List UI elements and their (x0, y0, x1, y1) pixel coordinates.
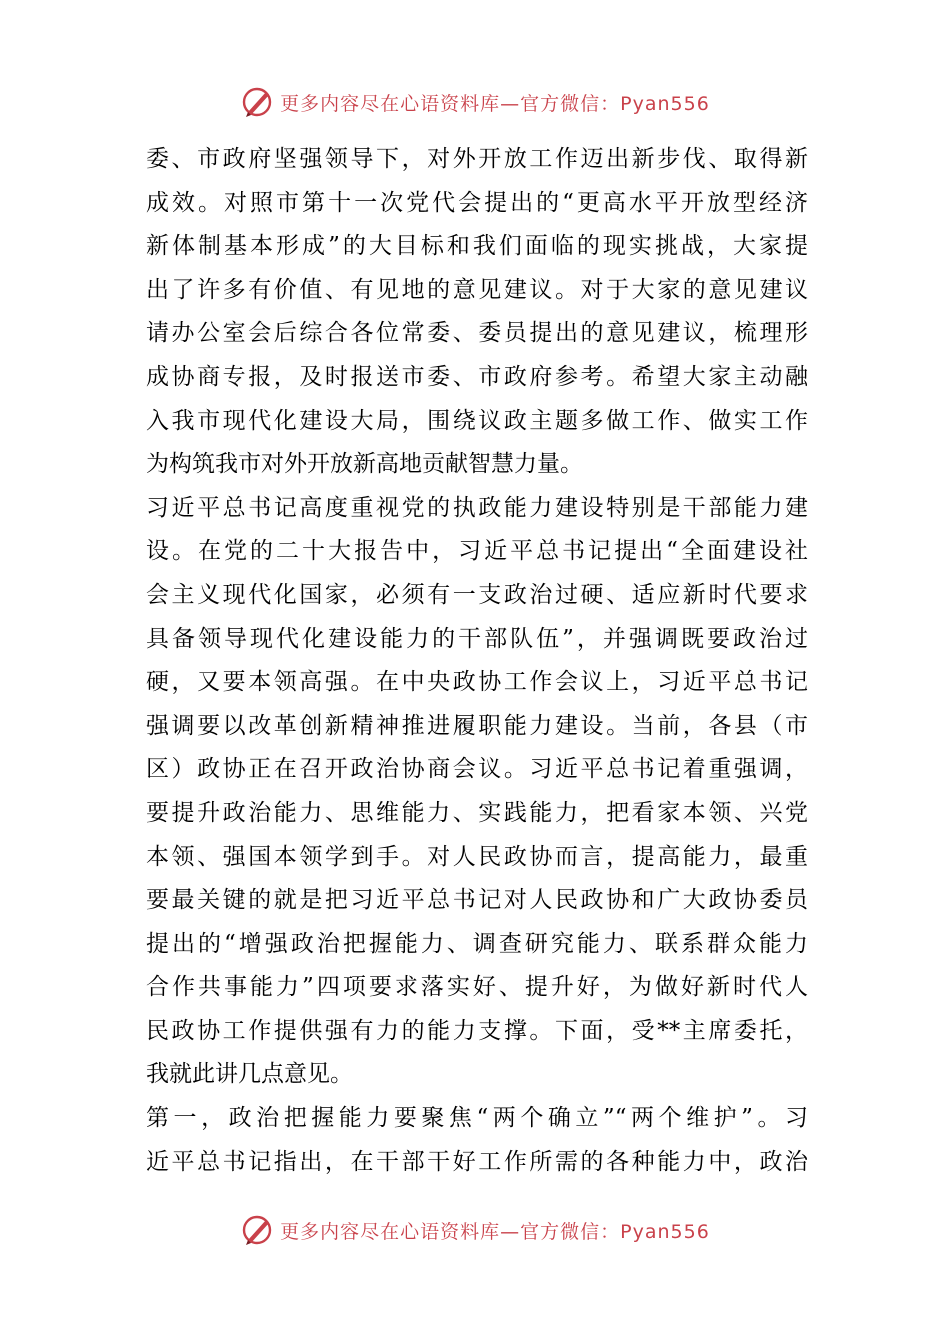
text-line: 设。在党的二十大报告中，习近平总书记提出“全面建设社 (146, 538, 808, 565)
text-line: 硬，又要本领高强。在中央政协工作会议上，习近平总书记 (146, 669, 808, 696)
text-line: 委、市政府坚强领导下，对外开放工作迈出新步伐、取得新 (146, 146, 808, 172)
text-line: 成效。对照市第十一次党代会提出的“更高水平开放型经济 (146, 189, 808, 216)
watermark-text: 更多内容尽在心语资料库—官方微信：Pyan556 (280, 1220, 710, 1243)
text-line: 第一，政治把握能力要聚焦“两个确立”“两个维护”。习 (146, 1105, 808, 1132)
paragraph (146, 138, 808, 487)
pen-logo-icon (240, 84, 276, 120)
text-line: 区）政协正在召开政治协商会议。习近平总书记着重强调， (146, 756, 808, 783)
text-line: 出了许多有价值、有见地的意见建议。对于大家的意见建议 (146, 276, 808, 303)
text-line: 会主义现代化国家，必须有一支政治过硬、适应新时代要求 (146, 581, 808, 608)
text-line: 习近平总书记高度重视党的执政能力建设特别是干部能力建 (146, 494, 808, 521)
text-line: 新体制基本形成”的大目标和我们面临的现实挑战，大家提 (146, 233, 808, 260)
paragraph (146, 1097, 808, 1184)
header-watermark (0, 82, 950, 122)
text-line: 入我市现代化建设大局，围绕议政主题多做工作、做实工作 (146, 407, 808, 434)
text-line: 我就此讲几点意见。 (146, 1061, 353, 1088)
text-line: 成协商专报，及时报送市委、市政府参考。希望大家主动融 (146, 363, 808, 390)
text-line: 民政协工作提供强有力的能力支撑。下面，受**主席委托， (146, 1017, 808, 1044)
watermark-text: 更多内容尽在心语资料库—官方微信：Pyan556 (280, 92, 710, 115)
text-line: 为构筑我市对外开放新高地贡献智慧力量。 (146, 451, 583, 478)
text-line: 提出的“增强政治把握能力、调查研究能力、联系群众能力 (146, 930, 808, 957)
text-line: 本领、强国本领学到手。对人民政协而言，提高能力，最重 (146, 843, 808, 870)
text-line: 合作共事能力”四项要求落实好、提升好，为做好新时代人 (146, 974, 808, 1001)
text-line: 近平总书记指出，在干部干好工作所需的各种能力中，政治 (146, 1148, 808, 1175)
paragraph (146, 487, 808, 1097)
document-body (146, 138, 808, 1184)
text-line: 要最关键的就是把习近平总书记对人民政协和广大政协委员 (146, 887, 808, 914)
text-line: 要提升政治能力、思维能力、实践能力，把看家本领、兴党 (146, 799, 808, 826)
text-line: 具备领导现代化建设能力的干部队伍”，并强调既要政治过 (146, 625, 808, 652)
text-line: 请办公室会后综合各位常委、委员提出的意见建议，梳理形 (146, 320, 808, 347)
footer-watermark (0, 1210, 950, 1250)
pen-logo-icon (240, 1212, 276, 1248)
text-line: 强调要以改革创新精神推进履职能力建设。当前，各县（市 (146, 712, 808, 739)
